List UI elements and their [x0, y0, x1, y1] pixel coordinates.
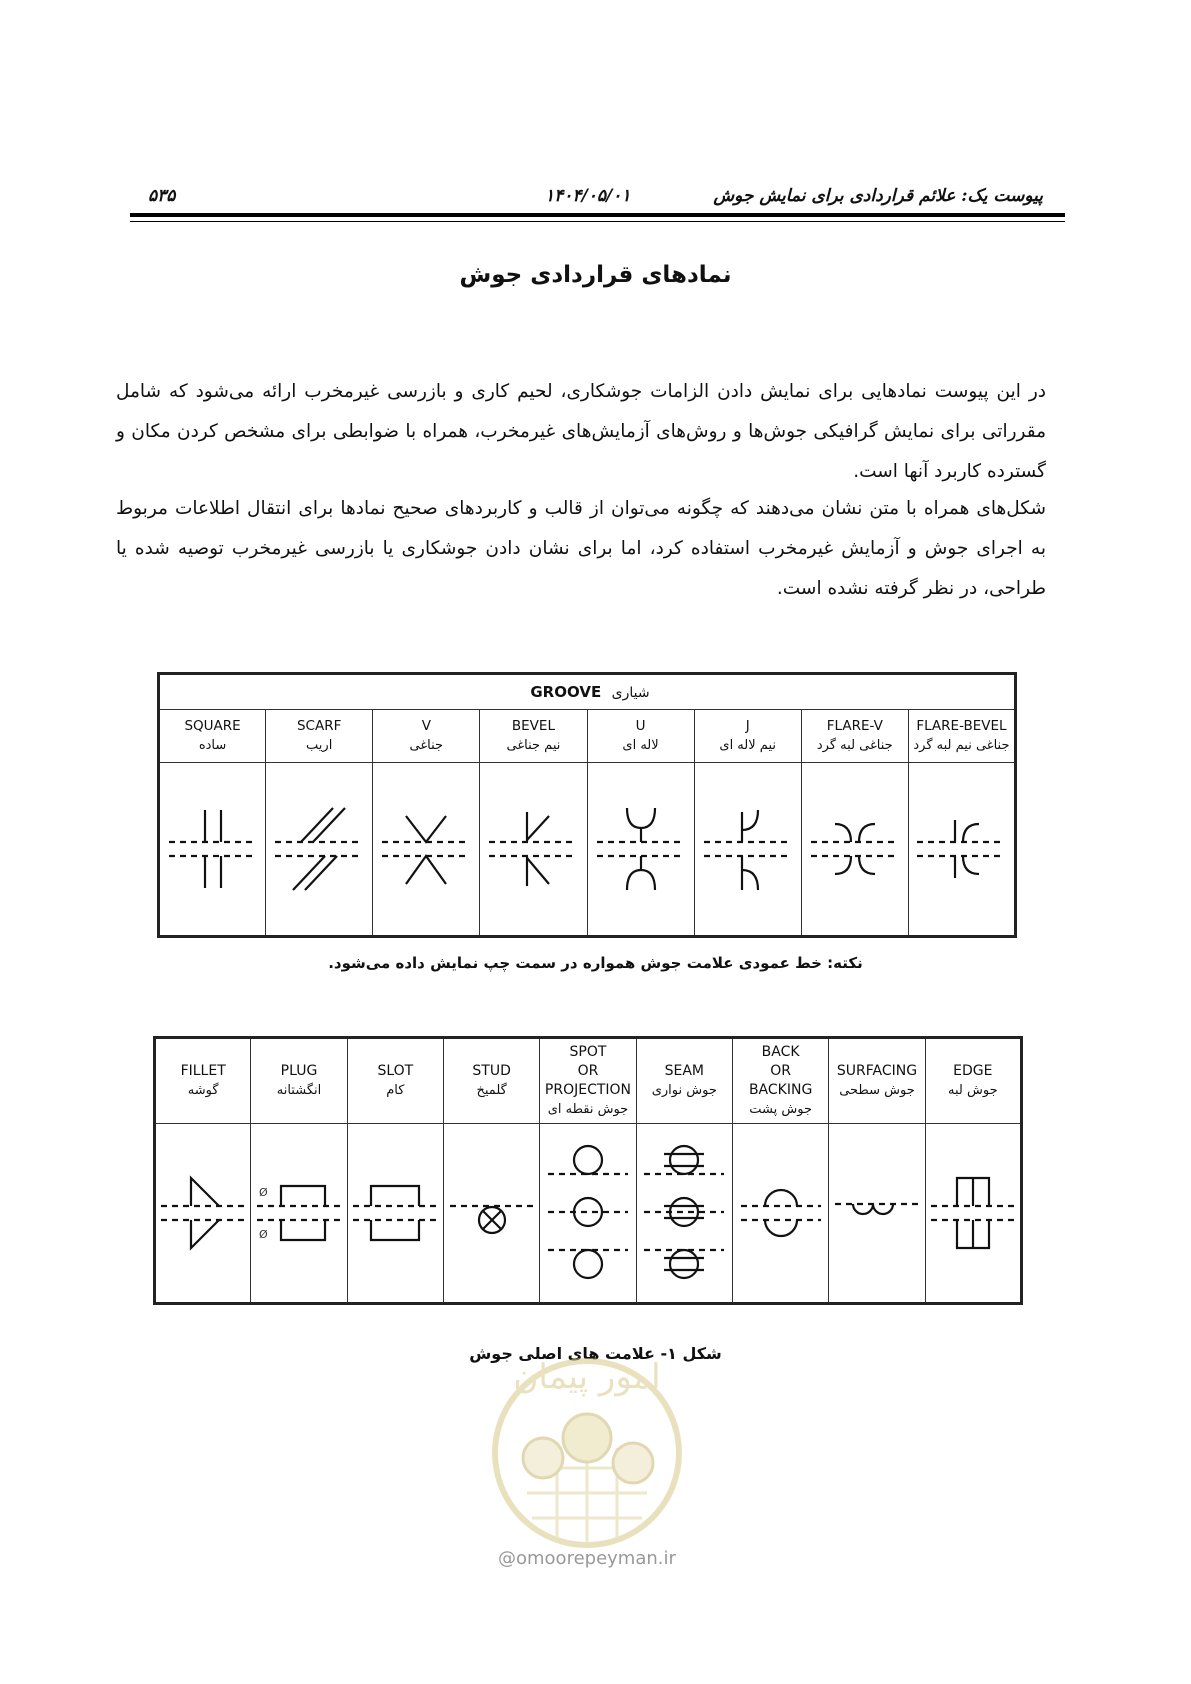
groove-header-scarf: SCARF اریب — [266, 710, 373, 763]
back-weld-icon — [735, 1148, 827, 1278]
groove-symbols-table — [157, 672, 1017, 938]
basic-header-seam: SEAM جوش نواری — [636, 1038, 732, 1124]
basic-header-surfacing: SURFACING جوش سطحی — [829, 1038, 925, 1124]
basic-header-spot: SPOT OR PROJECTION جوش نقطه ای — [540, 1038, 636, 1124]
groove-note: نکته: خط عمودی علامت جوش همواره در سمت چپ نمایش داده می‌شود. — [328, 954, 863, 972]
groove-header-square: SQUARE ساده — [159, 710, 266, 763]
page-number: ۵۳۵ — [148, 186, 176, 206]
groove-title-fa: شیاری — [611, 685, 650, 701]
basic-header-plug: PLUG انگشتانه — [251, 1038, 347, 1124]
paragraph-figures: شکل‌های همراه با متن نشان می‌دهند که چگونه می‌توان از قالب و کاربردهای صحیح نمادها برای انتقال اطلاعات مربوط به اجرای جوش و آزمایش غیرمخرب استفاده کرد، اما برای نشان دادن جوشکاری یا بازرسی غیرمخرب توصیه شده یا طراحی، در نظر گرفته نشده است. — [116, 498, 1046, 599]
paragraph-intro: در این پیوست نمادهایی برای نمایش دادن الزامات جوشکاری، لحیم کاری و بازرسی غیرمخرب ارائه می‌شود که شامل مقرراتی برای نمایش گرافیکی جوش‌ها و روش‌های آزمایش‌های غیرمخرب، همراه با ضوابطی برای مشخص کردن مکان و گسترده کاربرد آنها است. — [116, 381, 1046, 482]
header-date: ۱۴۰۴/۰۵/۰۱ — [545, 186, 631, 206]
watermark-text: @omoorepeyman.ir — [498, 1548, 676, 1569]
scarf-groove-icon — [271, 794, 367, 904]
diameter-mark-bottom: Ø — [258, 1228, 268, 1241]
watermark-logo-text: امور پیمان — [513, 1357, 661, 1397]
diameter-mark-top: Ø — [258, 1186, 268, 1199]
stud-weld-icon — [446, 1148, 538, 1278]
groove-header-u: U لاله ای — [587, 710, 694, 763]
groove-header-j: J نیم لاله ای — [694, 710, 801, 763]
surfacing-weld-icon — [831, 1148, 923, 1278]
square-groove-icon — [165, 794, 261, 904]
basic-header-slot: SLOT کام — [347, 1038, 443, 1124]
basic-header-stud: STUD گلمیخ — [443, 1038, 539, 1124]
header-rule-thick — [130, 213, 1065, 217]
basic-weld-symbols-table — [153, 1036, 1023, 1305]
groove-header-flare-v: FLARE-V جناغی لبه گرد — [801, 710, 908, 763]
basic-header-edge: EDGE جوش لبه — [925, 1038, 1021, 1124]
j-groove-icon — [700, 794, 796, 904]
u-groove-icon — [593, 794, 689, 904]
header-rule-thin — [130, 221, 1065, 222]
v-groove-icon — [378, 794, 474, 904]
fillet-weld-icon — [157, 1148, 249, 1278]
groove-header-flare-bevel: FLARE-BEVEL جناغی نیم لبه گرد — [908, 710, 1015, 763]
page-title: نمادهای قراردادی جوش — [459, 262, 732, 288]
figure-caption: شکل ۱- علامت های اصلی جوش — [469, 1344, 722, 1363]
basic-header-fillet: FILLET گوشه — [155, 1038, 251, 1124]
spot-weld-icon — [542, 1138, 634, 1288]
section-title: پیوست یک: علائم قراردادی برای نمایش جوش — [713, 186, 1043, 206]
groove-table-title — [159, 674, 1016, 710]
edge-weld-icon — [927, 1148, 1019, 1278]
seam-weld-icon — [638, 1138, 730, 1288]
groove-title-en: GROOVE — [530, 683, 602, 701]
groove-header-bevel: BEVEL نیم جناغی — [480, 710, 587, 763]
groove-header-v: V جناغی — [373, 710, 480, 763]
flare-bevel-groove-icon — [913, 794, 1009, 904]
flare-v-groove-icon — [807, 794, 903, 904]
plug-weld-icon — [253, 1148, 345, 1278]
bevel-groove-icon — [485, 794, 581, 904]
slot-weld-icon — [349, 1148, 441, 1278]
basic-header-back: BACK OR BACKING جوش پشت — [732, 1038, 828, 1124]
